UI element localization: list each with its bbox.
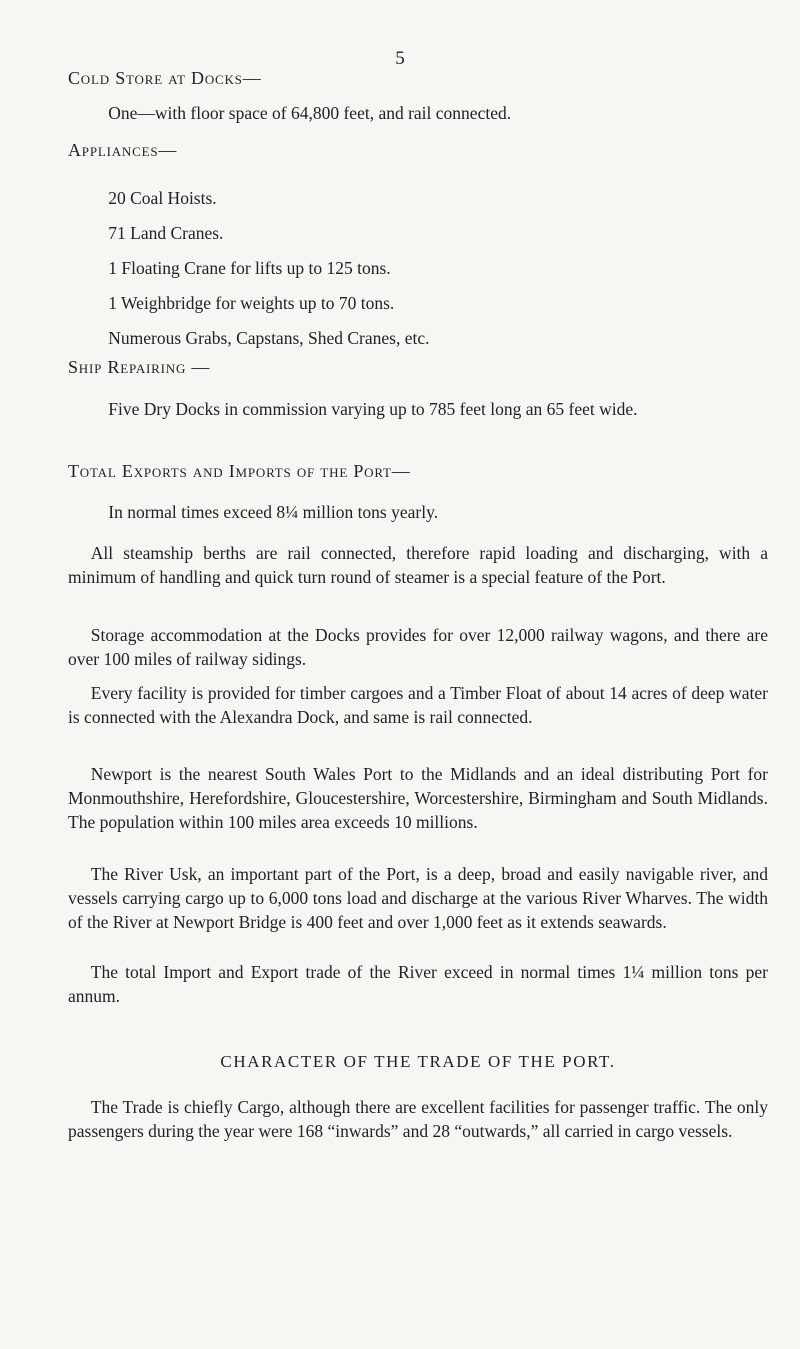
ship-repairing-heading: Ship Repairing —: [68, 357, 211, 377]
paragraph-newport: Newport is the nearest South Wales Port to the Midlands and an ideal distributing Port for Monmouthshire, Herefordshire, Gloucestershire, Worcestershire, Birmingham and South Midlands. The population within 100 miles area exceeds 10 millions.: [68, 764, 768, 832]
list-item: Numerous Grabs, Capstans, Shed Cranes, etc.: [108, 328, 430, 348]
appliances-list: [68, 181, 800, 356]
list-item: 71 Land Cranes.: [108, 223, 224, 243]
paragraph-berths: All steamship berths are rail connected, therefore rapid loading and discharging, with a minimum of handling and quick turn round of steamer is a special feature of the Port.: [68, 543, 768, 587]
character-heading: CHARACTER OF THE TRADE OF THE PORT.: [220, 1052, 616, 1071]
paragraph-timber: Every facility is provided for timber cargoes and a Timber Float of about 14 acres of deep water is connected with the Alexandra Dock, and same is rail connected.: [68, 683, 768, 727]
total-exports-heading: Total Exports and Imports of the Port—: [68, 461, 411, 481]
list-item: 1 Floating Crane for lifts up to 125 tons.: [108, 258, 391, 278]
list-item: 20 Coal Hoists.: [108, 188, 217, 208]
ship-repairing-text: Five Dry Docks in commission varying up to 785 feet long an 65 feet wide.: [108, 399, 638, 419]
character-text: The Trade is chiefly Cargo, although there are excellent facilities for passenger traffic. The only passengers during the year were 168 “inwards” and 28 “outwards,” all carried in cargo vessels.: [68, 1097, 768, 1141]
list-item: 1 Weighbridge for weights up to 70 tons.: [108, 293, 395, 313]
appliances-heading: Appliances—: [68, 140, 178, 160]
cold-store-text: One—with floor space of 64,800 feet, and rail connected.: [108, 103, 512, 123]
paragraph-storage: Storage accommodation at the Docks provides for over 12,000 railway wagons, and there are over 100 miles of railway sidings.: [68, 625, 768, 669]
cold-store-heading: Cold Store at Docks—: [68, 68, 262, 88]
paragraph-total-trade: The total Import and Export trade of the River exceed in normal times 1¼ million tons per annum.: [68, 962, 768, 1006]
paragraph-river-usk: The River Usk, an important part of the Port, is a deep, broad and easily navigable river, and vessels carrying cargo up to 6,000 tons load and discharge at the various River Wharves. The width of the River at Newport Bridge is 400 feet and over 1,000 feet as it extends seawards.: [68, 864, 768, 932]
total-exports-text: In normal times exceed 8¼ million tons yearly.: [108, 502, 439, 522]
page-number: 5: [395, 48, 405, 69]
